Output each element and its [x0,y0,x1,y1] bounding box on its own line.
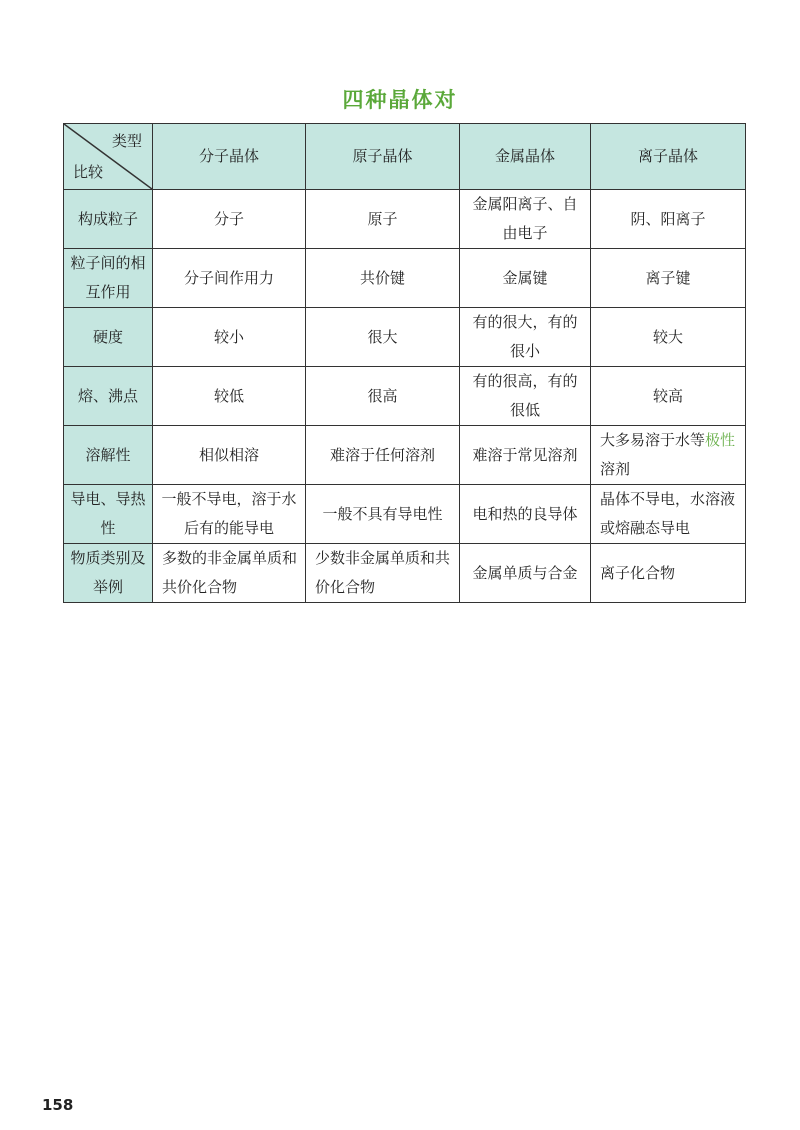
page-title: 四种晶体对 [342,88,458,112]
table-row [64,485,746,544]
table-cell: 电和热的良导体 [460,485,591,544]
table-cell: 金属阳离子、自由电子 [460,190,591,249]
crystal-comparison-table [63,123,746,603]
solubility-text-post: 溶剂 [600,460,631,478]
table-cell: 有的很高，有的很低 [460,367,591,426]
row-header: 物质类别及举例 [64,544,153,603]
corner-compare-label: 比较 [73,163,104,181]
table-cell: 离子键 [591,249,746,308]
column-header-molecular: 分子晶体 [153,124,306,190]
table-cell: 阴、阳离子 [591,190,746,249]
column-header-metallic: 金属晶体 [460,124,591,190]
table-cell: 原子 [306,190,460,249]
table-cell: 较大 [591,308,746,367]
corner-cell [64,124,153,190]
table-cell: 较小 [153,308,306,367]
table-cell: 一般不导电，溶于水后有的能导电 [153,485,306,544]
table-cell: 晶体不导电，水溶液或熔融态导电 [591,485,746,544]
table-row [64,544,746,603]
table-row [64,426,746,485]
corner-type-label: 类型 [111,132,142,150]
table-cell: 有的很大，有的很小 [460,308,591,367]
table-row [64,367,746,426]
row-header: 粒子间的相互作用 [64,249,153,308]
table-cell: 难溶于常见溶剂 [460,426,591,485]
table-header-row [64,124,746,190]
row-header: 导电、导热性 [64,485,153,544]
table-cell: 相似相溶 [153,426,306,485]
solubility-highlight: 极性 [705,431,736,449]
table-row [64,190,746,249]
row-header: 溶解性 [64,426,153,485]
solubility-text-pre: 大多易溶于水等 [600,431,706,449]
table-cell: 共价键 [306,249,460,308]
table-cell: 一般不具有导电性 [306,485,460,544]
table-cell: 分子间作用力 [153,249,306,308]
table-cell: 多数的非金属单质和共价化合物 [153,544,306,603]
table-cell: 较高 [591,367,746,426]
table-cell: 较低 [153,367,306,426]
table-cell: 离子化合物 [591,544,746,603]
table-cell: 难溶于任何溶剂 [306,426,460,485]
table-cell: 很高 [306,367,460,426]
table-cell: 少数非金属单质和共价化合物 [306,544,460,603]
table-row [64,249,746,308]
table-cell: 分子 [153,190,306,249]
table-cell: 很大 [306,308,460,367]
table-row [64,308,746,367]
page-number: 158 [42,1096,74,1114]
row-header: 硬度 [64,308,153,367]
row-header: 构成粒子 [64,190,153,249]
table-cell: 金属键 [460,249,591,308]
table-cell-ionic-solubility [591,426,746,485]
column-header-ionic: 离子晶体 [591,124,746,190]
table-cell: 金属单质与合金 [460,544,591,603]
row-header: 熔、沸点 [64,367,153,426]
column-header-atomic: 原子晶体 [306,124,460,190]
